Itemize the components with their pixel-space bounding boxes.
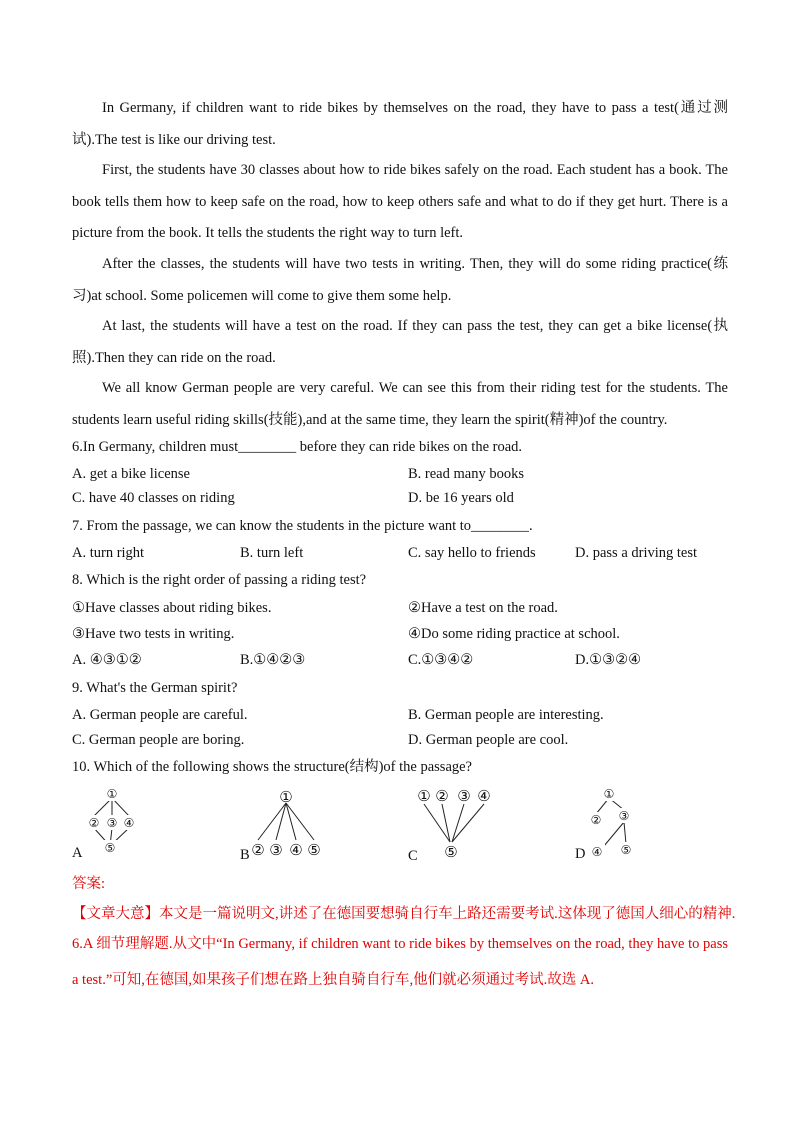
q9-option-b: B. German people are interesting.: [408, 707, 604, 723]
diagram-d-node-1: ①: [603, 787, 615, 801]
diagram-d-label: D: [575, 846, 586, 862]
q8-step-4: ④Do some riding practice at school.: [408, 626, 620, 642]
diagram-c-node-3: ③: [457, 787, 471, 805]
diagram-c-node-4: ④: [477, 787, 491, 805]
diagram-d-node-4: ④: [591, 845, 603, 859]
diagram-b-node-2: ②: [251, 841, 265, 859]
q6-option-d: D. be 16 years old: [408, 490, 514, 506]
diagram-b-node-4: ④: [289, 841, 303, 859]
q8-step-3: ③Have two tests in writing.: [72, 626, 235, 642]
q9-option-a: A. German people are careful.: [72, 707, 248, 723]
q7-option-d: D. pass a driving test: [575, 545, 698, 561]
diagram-b-node-5: ⑤: [307, 841, 321, 859]
diagram-a-node-4: ④: [123, 816, 135, 830]
answer-heading: 答案:: [72, 876, 106, 892]
q9-stem: 9. What's the German spirit?: [72, 680, 238, 696]
q7-stem: 7. From the passage, we can know the students in the picture want to________.: [72, 518, 533, 534]
q8-step-1: ①Have classes about riding bikes.: [72, 600, 272, 616]
diagram-d-node-3: ③: [618, 809, 630, 823]
q8-stem: 8. Which is the right order of passing a riding test?: [72, 572, 367, 588]
passage-paragraph-4: At last, the students will have a test on the road. If they can pass the test, they can get a bike license(执照).Then they can ride on the road.: [72, 318, 728, 366]
q8-option-a: A. ④③①②: [72, 652, 142, 668]
q6-option-c: C. have 40 classes on riding: [72, 490, 235, 506]
q6-option-b: B. read many books: [408, 466, 524, 482]
diagram-a-label: A: [72, 845, 83, 861]
passage-paragraph-5: We all know German people are very careful. We can see this from their riding test for the students. The students learn useful riding skills(技能),and at the same time, they learn the spirit(精神)of the country.: [72, 380, 728, 428]
q7-option-c: C. say hello to friends: [408, 545, 536, 561]
q9-option-d: D. German people are cool.: [408, 732, 569, 748]
diagram-b-node-3: ③: [269, 841, 283, 859]
q9-option-c: C. German people are boring.: [72, 732, 245, 748]
diagram-a-node-1: ①: [106, 787, 118, 801]
structure-diagram-c: [414, 784, 498, 862]
diagram-a-node-5: ⑤: [104, 841, 116, 855]
q8-option-c: C.①③④②: [408, 652, 474, 668]
diagram-d-node-2: ②: [590, 813, 602, 827]
diagram-c-node-1: ①: [417, 787, 431, 805]
diagram-b-label: B: [240, 847, 250, 863]
diagram-d-node-5: ⑤: [620, 843, 632, 857]
diagram-c-node-2: ②: [435, 787, 449, 805]
diagram-a-node-2: ②: [88, 816, 100, 830]
q7-option-b: B. turn left: [240, 545, 304, 561]
q8-option-d: D.①③②④: [575, 652, 642, 668]
diagram-b-node-1: ①: [279, 788, 293, 806]
answer-q6-explanation: 6.A 细节理解题.从文中“In Germany, if children want to ride bikes by themselves on the road, they have to pass a test.”可知,在德国,如果孩子们想在路上独自骑自行车,他们就必须通过考试.故选 A.: [72, 936, 728, 988]
passage-paragraph-2: First, the students have 30 classes about how to ride bikes safely on the road. Each student has a book. The book tells them how to keep safe on the road, how to keep others safe and what to do if they get hurt. There is a picture from the book. It tells the students the right way to turn left.: [72, 162, 728, 241]
q7-option-a: A. turn right: [72, 545, 145, 561]
structure-diagram-b: [250, 786, 330, 862]
diagram-c-node-5: ⑤: [444, 843, 458, 861]
passage-paragraph-3: After the classes, the students will have two tests in writing. Then, they will do some riding practice(练习)at school. Some policemen will come to give them some help.: [72, 256, 728, 304]
q6-option-a: A. get a bike license: [72, 466, 190, 482]
q10-stem: 10. Which of the following shows the structure(结构)of the passage?: [72, 759, 472, 775]
diagram-a-node-3: ③: [106, 816, 118, 830]
diagram-c-label: C: [408, 848, 418, 864]
q8-step-2: ②Have a test on the road.: [408, 600, 558, 616]
structure-diagram-a: [84, 784, 144, 856]
q6-stem: 6.In Germany, children must________ before they can ride bikes on the road.: [72, 439, 523, 455]
structure-diagram-d: [584, 786, 644, 858]
passage-paragraph-1: In Germany, if children want to ride bikes by themselves on the road, they have to pass a test(通过测试).The test is like our driving test.: [72, 100, 728, 148]
q8-option-b: B.①④②③: [240, 652, 306, 668]
answer-summary: 【文章大意】本文是一篇说明文,讲述了在德国要想骑自行车上路还需要考试.这体现了德国人细心的精神.: [72, 906, 736, 922]
